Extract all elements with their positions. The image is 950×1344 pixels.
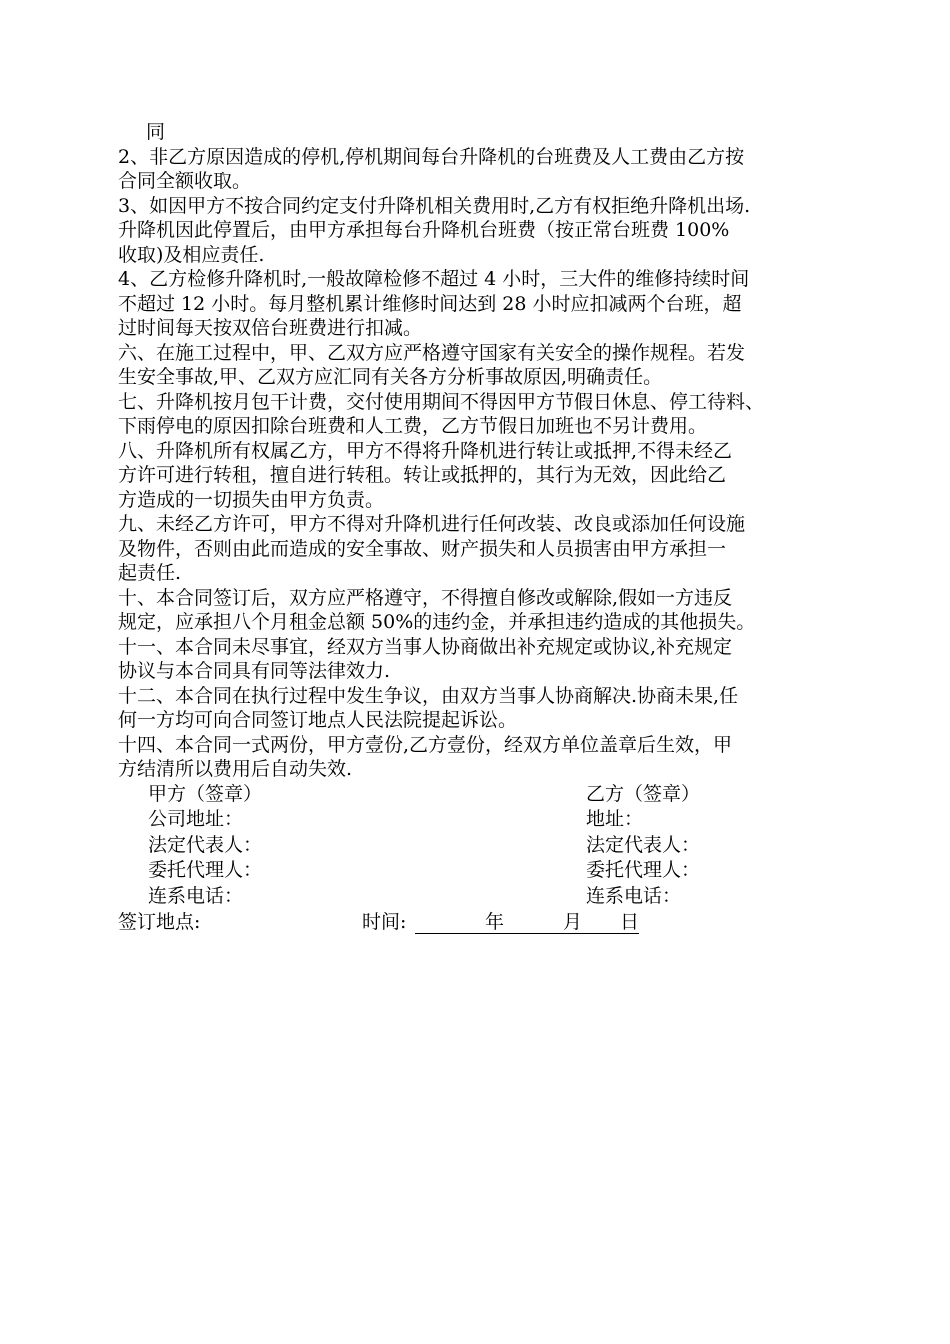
clause-line: 过时间每天按双倍台班费进行扣减。 [118,317,423,339]
clause-line: 六、在施工过程中，甲、乙双方应严格遵守国家有关安全的操作规程。若发 [118,341,746,364]
signature-row [118,858,878,884]
clause-line: 不超过 12 小时。每月整机累计维修时间达到 28 小时应扣减两个台班，超 [118,292,742,315]
clause-line: 3、如因甲方不按合同约定支付升降机相关费用时,乙方有权拒绝升降机出场. [118,194,751,217]
party-a-field: 连系电话： [148,884,244,907]
clause-c0 [118,120,878,145]
clause-line: 方许可进行转租，擅自进行转租。转让或抵押的，其行为无效，因此给乙 [118,464,727,486]
clause-line: 生安全事故,甲、乙双方应汇同有关各方分析事故原因,明确责任。 [118,366,663,388]
clause-line: 方结清所以费用后自动失效. [118,758,353,780]
clause-c7 [118,390,878,439]
clause-line: 八、升降机所有权属乙方，甲方不得将升降机进行转让或抵押,不得未经乙 [118,439,733,462]
clause-c6 [118,341,878,390]
clause-line: 何一方均可向合同签订地点人民法院提起诉讼。 [118,709,518,731]
signature-row [118,782,878,808]
clause-line: 升降机因此停置后，由甲方承担每台升降机台班费（按正常台班费 100% [118,219,730,241]
day-label: 日 [620,911,640,933]
party-a-field: 法定代表人： [148,833,263,856]
clause-line: 十一、本合同未尽事宜，经双方当事人协商做出补充规定或协议,补充规定 [118,635,733,658]
party-b-field: 乙方（签章） [586,782,701,805]
date-underline [415,909,639,934]
clause-c4 [118,267,878,341]
clause-line: 及物件，否则由此而造成的安全事故、财产损失和人员损害由甲方承担一 [118,537,727,560]
clause-line: 方造成的一切损失由甲方负责。 [118,488,385,511]
contract-page [118,120,878,935]
clause-c12 [118,684,878,733]
clause-c11 [118,635,878,684]
clause-line: 十、本合同签订后，双方应严格遵守，不得擅自修改或解除,假如一方违反 [118,586,733,609]
clause-line: 十四、本合同一式两份，甲方壹份,乙方壹份，经双方单位盖章后生效，甲 [118,733,733,756]
signature-row [118,884,878,910]
signature-row [118,833,878,859]
clause-line: 合同全额收取。 [118,170,252,192]
clause-c10 [118,586,878,635]
party-b-field: 委托代理人： [586,859,701,881]
party-b-field: 连系电话： [586,884,682,907]
clause-line: 十二、本合同在执行过程中发生争议，由双方当事人协商解决.协商未果,任 [118,684,739,707]
clause-line: 同 [146,121,166,143]
signature-block [118,782,878,910]
party-a-field: 委托代理人： [148,859,263,881]
party-b-field: 地址： [586,808,644,830]
party-b-field: 法定代表人： [586,833,701,856]
signing-time-label: 时间: [362,911,407,933]
year-label: 年 [485,911,505,933]
clause-line: 规定，应承担八个月租金总额 50%的违约金，并承担违约造成的其他损失。 [118,611,756,633]
clause-line: 协议与本合同具有同等法律效力. [118,660,391,682]
month-label: 月 [563,911,583,933]
clause-line: 4、乙方检修升降机时,一般故障检修不超过 4 小时，三大件的维修持续时间 [118,268,750,290]
clause-line: 起责任. [118,562,182,584]
signing-place-time-row [118,909,878,935]
clause-c8 [118,439,878,513]
clause-c3 [118,194,878,268]
clause-c9 [118,512,878,586]
party-a-field: 公司地址： [148,808,244,830]
signature-row [118,807,878,833]
party-a-field: 甲方（签章） [148,782,263,805]
clause-line: 下雨停电的原因扣除台班费和人工费，乙方节假日加班也不另计费用。 [118,415,708,437]
signing-place-label: 签订地点: [118,911,201,933]
clause-c2 [118,145,878,194]
clause-line: 收取)及相应责任. [118,243,265,266]
clause-line: 七、升降机按月包干计费，交付使用期间不得因甲方节假日休息、停工待料、 [118,390,765,413]
contract-clauses [118,120,878,782]
clause-line: 九、未经乙方许可，甲方不得对升降机进行任何改装、改良或添加任何设施 [118,513,746,535]
clause-c14 [118,733,878,782]
clause-line: 2、非乙方原因造成的停机,停机期间每台升降机的台班费及人工费由乙方按 [118,145,745,168]
